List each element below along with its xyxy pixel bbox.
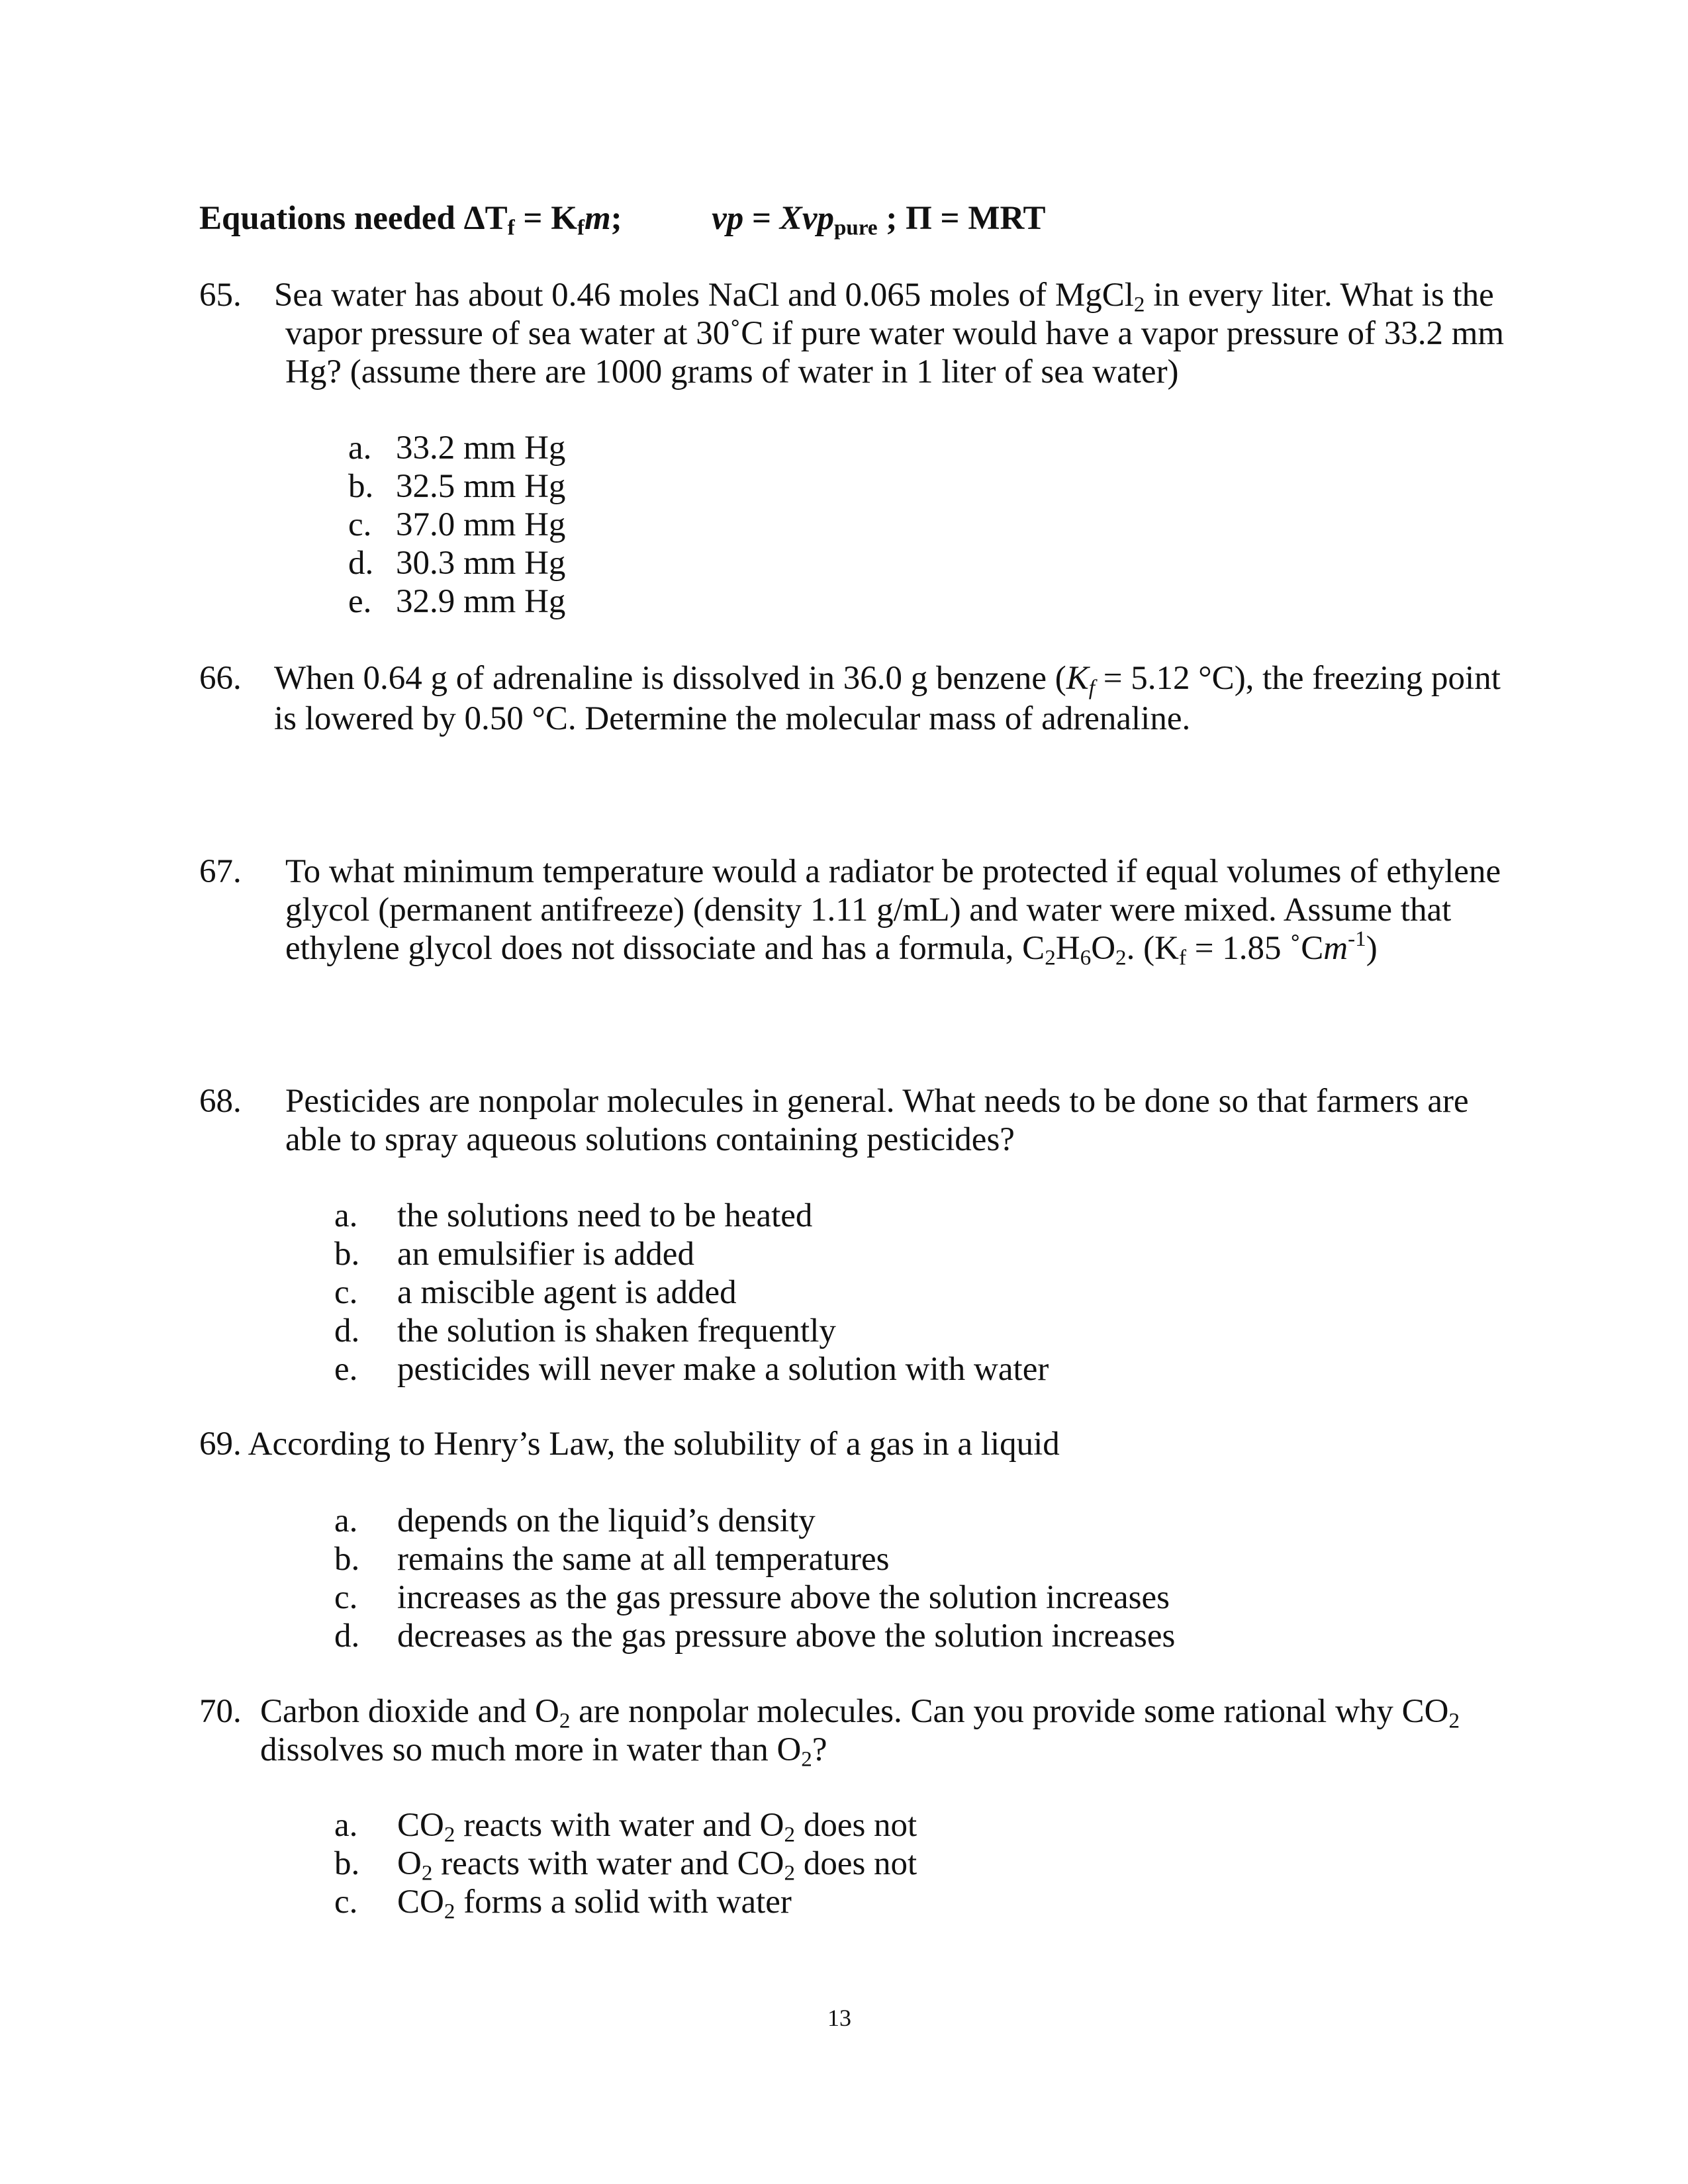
text: O [1091, 930, 1116, 967]
option-text [397, 1844, 917, 1886]
option-text: 37.0 mm Hg [396, 506, 566, 543]
option-letter: b. [334, 1845, 360, 1882]
option-letter: b. [334, 1541, 360, 1578]
sub: 6 [1080, 945, 1092, 970]
text: dissolves so much more in water than O [260, 1731, 802, 1768]
option-letter: c. [334, 1884, 358, 1921]
eq-mid: = K [514, 200, 577, 237]
eq-sub: f [507, 215, 515, 240]
option-letter: a. [334, 1807, 358, 1844]
question-text [285, 929, 1378, 968]
option-letter: e. [348, 583, 372, 620]
eq-eq: = [743, 200, 780, 237]
sup: -1 [1348, 927, 1366, 952]
question-text: glycol (permanent antifreeze) (density 1.11 g/mL) and water were mixed. Assume that [285, 891, 1452, 929]
question-number: 70. [199, 1693, 242, 1730]
sub: f [1088, 675, 1096, 700]
text: CO [397, 1884, 444, 1921]
option-letter: e. [334, 1351, 358, 1388]
eq-delta: ΔT [463, 200, 508, 237]
text: does not [795, 1845, 917, 1882]
subscript: 2 [784, 1822, 796, 1847]
text: reacts with water and O [455, 1807, 784, 1844]
option-text: 32.9 mm Hg [396, 583, 566, 620]
question-text [260, 1692, 1460, 1731]
question-text: Hg? (assume there are 1000 grams of water in 1 liter of sea water) [285, 353, 1179, 390]
option-text: the solution is shaken frequently [397, 1312, 836, 1349]
eq-m: m [584, 200, 611, 237]
option-letter: d. [334, 1617, 360, 1655]
option-letter: b. [334, 1236, 360, 1273]
option-letter: c. [334, 1274, 358, 1311]
option-text: a miscible agent is added [397, 1274, 737, 1311]
text: in every liter. What is the [1145, 277, 1494, 314]
sub: 2 [1045, 945, 1056, 970]
option-text: pesticides will never make a solution with water [397, 1351, 1049, 1388]
option-text: decreases as the gas pressure above the solution increases [397, 1617, 1176, 1655]
text: When 0.64 g of adrenaline is dissolved in 36.0 g benzene ( [274, 660, 1066, 697]
question-text [260, 1731, 827, 1772]
text: Carbon dioxide and O [260, 1693, 559, 1730]
text: O [397, 1845, 422, 1882]
eq-end: ; [610, 200, 622, 237]
question-text [274, 276, 1494, 317]
question-text: Pesticides are nonpolar molecules in general. What needs to be done so that farmers are [285, 1083, 1469, 1120]
option-letter: c. [334, 1579, 358, 1616]
text: H [1055, 930, 1080, 967]
subscript: 2 [444, 1899, 455, 1924]
sub: 2 [1133, 292, 1145, 317]
eq-sub: f [577, 215, 585, 240]
sub: 2 [801, 1747, 812, 1772]
option-text: increases as the gas pressure above the solution increases [397, 1579, 1170, 1616]
subscript: 2 [421, 1860, 433, 1886]
option-text: an emulsifier is added [397, 1236, 694, 1273]
text: Sea water has about 0.46 moles NaCl and 0.065 moles of MgCl [274, 277, 1134, 314]
eq-vp: vp [712, 200, 744, 237]
question-number: 68. [199, 1083, 242, 1120]
option-letter: b. [348, 468, 374, 505]
equations-header [199, 199, 1046, 238]
question-text: 69. According to Henry’s Law, the solubility of a gas in a liquid [199, 1426, 1060, 1463]
question-number: 66. [199, 660, 242, 697]
option-text: the solutions need to be heated [397, 1197, 813, 1234]
option-letter: a. [348, 430, 372, 467]
eq-sub: pure [833, 215, 878, 240]
eq-xvp: Xvp [779, 200, 834, 237]
text: ? [812, 1731, 827, 1768]
question-text: able to spray aqueous solutions containing pesticides? [285, 1121, 1015, 1158]
text: m [1323, 930, 1348, 967]
option-letter: a. [334, 1197, 358, 1234]
text: reacts with water and CO [432, 1845, 784, 1882]
option-letter: d. [348, 545, 374, 582]
option-text [397, 1806, 917, 1847]
question-number: 65. [199, 277, 242, 314]
question-number: 67. [199, 853, 242, 890]
question-text: To what minimum temperature would a radiator be protected if equal volumes of ethylene [285, 853, 1501, 890]
text: ethylene glycol does not dissociate and has a formula, C [285, 930, 1045, 967]
option-text: 30.3 mm Hg [396, 545, 566, 582]
text: = 5.12 °C), the freezing point [1095, 660, 1501, 697]
option-letter: a. [334, 1502, 358, 1539]
option-text: depends on the liquid’s density [397, 1502, 816, 1539]
page-number: 13 [827, 2005, 851, 2031]
sub: 2 [1115, 945, 1127, 970]
option-text [397, 1883, 792, 1924]
text: ) [1366, 930, 1378, 967]
option-text: 32.5 mm Hg [396, 468, 566, 505]
text: are nonpolar molecules. Can you provide some rational why CO [570, 1693, 1449, 1730]
text: CO [397, 1807, 444, 1844]
eq-osmotic: ; Π = MRT [877, 200, 1046, 237]
equations-label: Equations needed [199, 200, 455, 237]
text: . (K [1126, 930, 1179, 967]
sub: 2 [559, 1708, 571, 1733]
option-letter: c. [348, 506, 372, 543]
question-text: vapor pressure of sea water at 30˚C if pure water would have a vapor pressure of 33.2 mm [285, 315, 1505, 352]
question-text: is lowered by 0.50 °C. Determine the molecular mass of adrenaline. [274, 700, 1191, 737]
option-letter: d. [334, 1312, 360, 1349]
sub: 2 [1448, 1708, 1460, 1733]
text: does not [795, 1807, 917, 1844]
text: = 1.85 ˚C [1186, 930, 1324, 967]
option-text: remains the same at all temperatures [397, 1541, 890, 1578]
sub: f [1178, 945, 1186, 970]
question-text [274, 659, 1501, 698]
text: forms a solid with water [455, 1884, 792, 1921]
option-text: 33.2 mm Hg [396, 430, 566, 467]
subscript: 2 [784, 1860, 796, 1886]
text: K [1066, 660, 1089, 697]
subscript: 2 [444, 1822, 455, 1847]
